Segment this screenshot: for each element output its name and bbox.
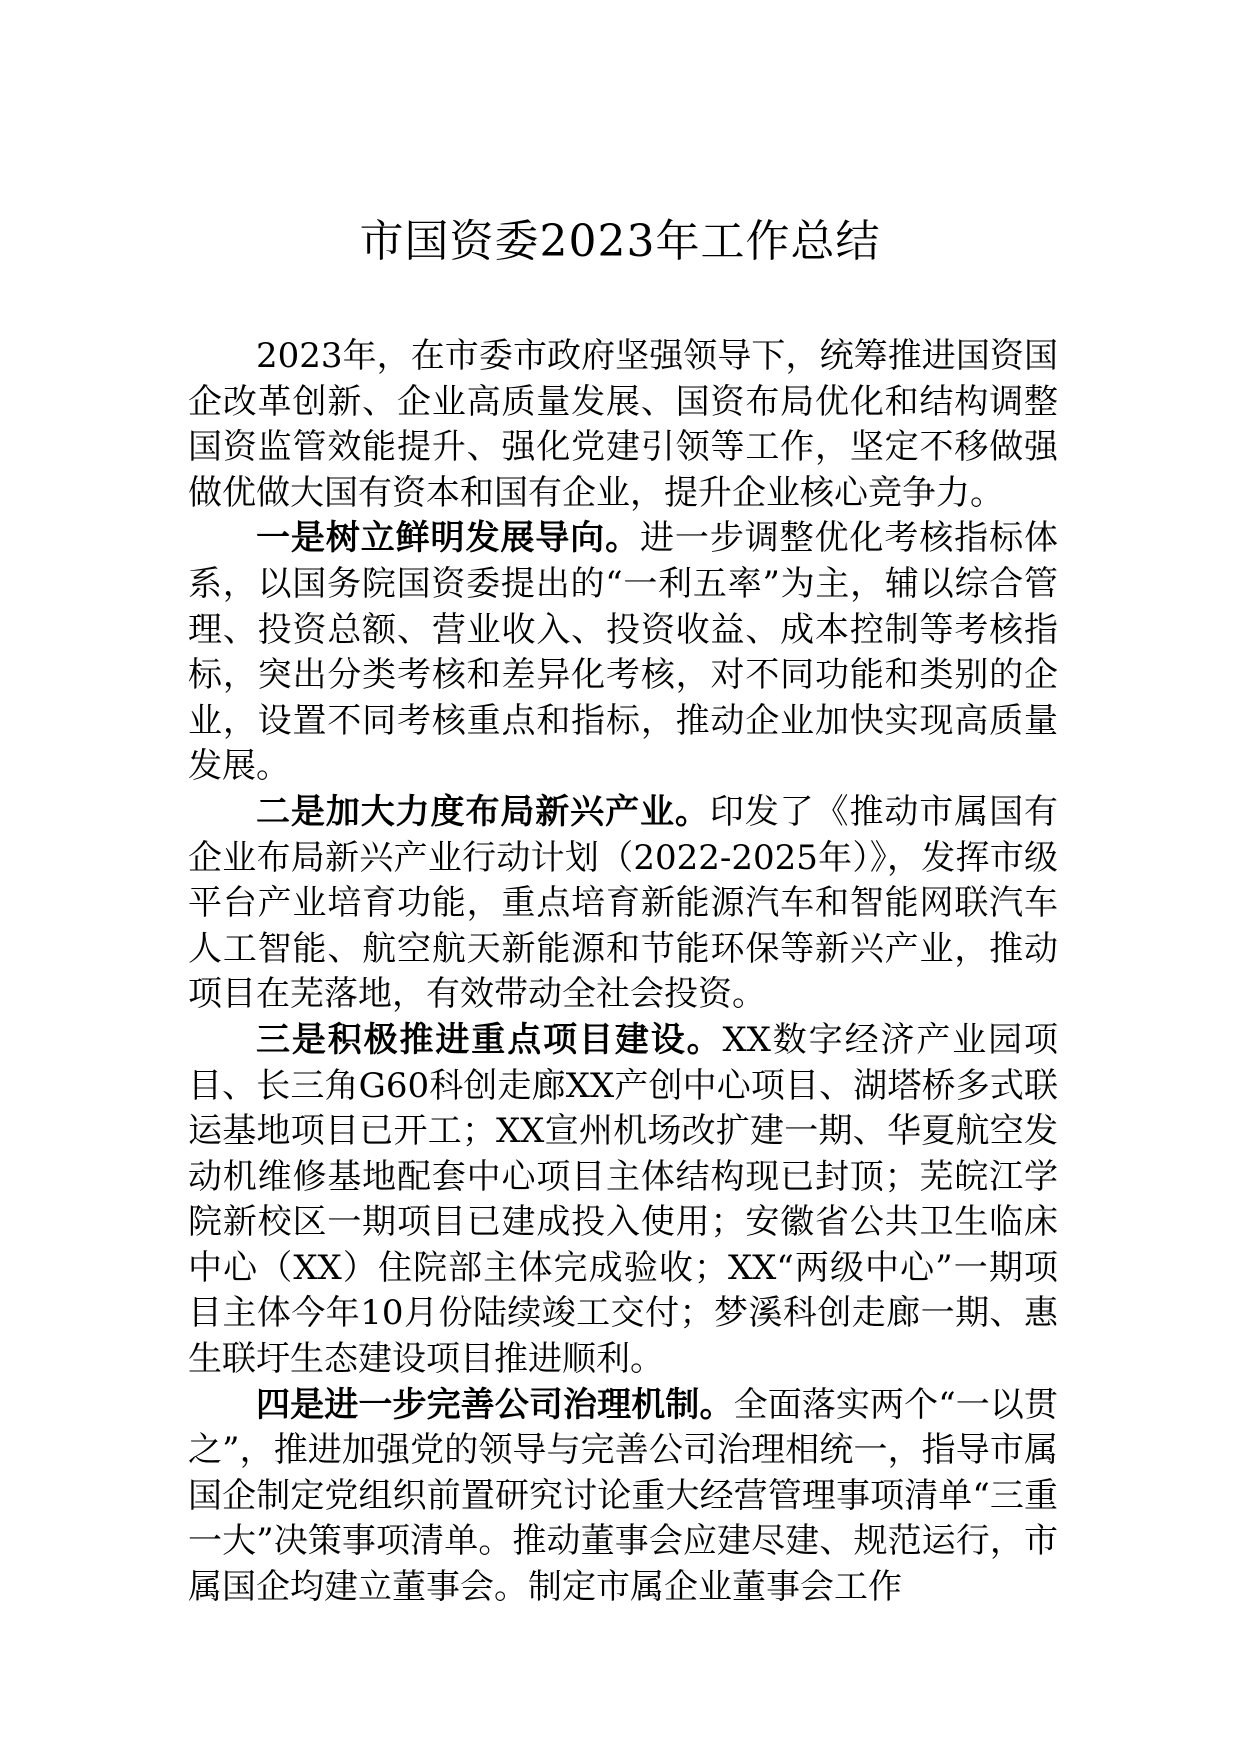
paragraph-heading: 四是进一步完善公司治理机制。 [256,1384,734,1425]
document-title: 市国资委2023年工作总结 [359,216,881,267]
paragraph-text: 印发了《推动市属国有企业布局新兴产业行动计划（2022-2025年）》，发挥市级平台产业培育功能，重点培育新能源汽车和智能网联汽车人工智能、航空航天新能源和节能环保等新兴产业，推动项目在芜落地，有效带动全社会投资。 [188,791,1059,1015]
paragraph-heading: 一是树立鲜明发展导向。 [256,518,640,559]
paragraph-key-projects [188,1018,1058,1383]
paragraph-text: 全面落实两个“一以贯之”，推进加强党的领导与完善公司治理相统一，指导市属国企制定党组织前置研究讨论重大经营管理事项清单“三重一大”决策事项清单。推动董事会应建尽建、规范运行，市属国企均建立董事会。制定市属企业董事会工作 [188,1384,1058,1608]
paragraph-text: 2023年，在市委市政府坚强领导下，统筹推进国资国企改革创新、企业高质量发展、国资布局优化和结构调整国资监管效能提升、强化党建引领等工作，坚定不移做强做优做大国有资本和国有企业，提升企业核心竞争力。 [188,336,1058,513]
paragraph-corporate-governance [188,1383,1058,1611]
paragraph-text: XX数字经济产业园项目、长三角G60科创走廊XX产创中心项目、湖塔桥多式联运基地项目已开工；XX宣州机场改扩建一期、华夏航空发动机维修基地配套中心项目主体结构现已封顶；芜皖江学院新校区一期项目已建成投入使用；安徽省公共卫生临床中心（XX）住院部主体完成验收；XX“两级中心”一期项目主体今年10月份陆续竣工交付；梦溪科创走廊一期、惠生联圩生态建设项目推进顺利。 [188,1019,1058,1380]
paragraph-emerging-industries [188,790,1058,1018]
paragraph-intro [188,334,1058,516]
paragraph-text: 进一步调整优化考核指标体系，以国务院国资委提出的“一利五率”为主，辅以综合管理、投资总额、营业收入、投资收益、成本控制等考核指标，突出分类考核和差异化考核，对不同功能和类别的企业，设置不同考核重点和指标，推动企业加快实现高质量发展。 [188,518,1058,787]
document-body [188,334,1058,1611]
paragraph-heading: 二是加大力度布局新兴产业。 [256,791,710,832]
paragraph-development-orientation [188,516,1058,790]
paragraph-heading: 三是积极推进重点项目建设。 [256,1019,723,1060]
